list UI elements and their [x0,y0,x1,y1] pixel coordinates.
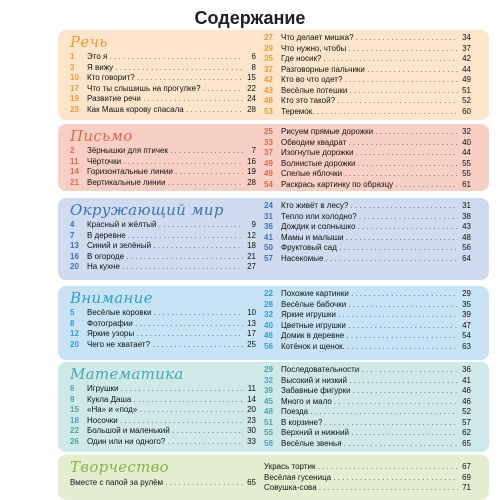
lesson-number: 22 [264,289,273,298]
section-6 [58,455,489,500]
lesson-number: 6 [70,384,75,393]
page-number: 51 [462,85,471,95]
page-number: 32 [462,127,471,136]
toc-entry[interactable] [264,376,471,387]
toc-entry[interactable] [264,148,471,159]
lesson-title: Похожие картинки . . . [281,289,458,300]
page-number: 55 [462,158,471,168]
lesson-title: Кукла Даша . . . [87,395,243,406]
lesson-number: 8 [70,318,75,328]
lesson-title: Что ты слышишь на прогулке? . . . [87,84,243,95]
page-number: 44 [462,148,471,157]
toc-entry[interactable] [264,289,471,300]
lesson-title: Разговорные пальчики . . . [281,65,458,76]
lesson-title: Последовательности . . . [281,365,458,376]
toc-entry[interactable] [70,220,256,231]
lesson-title: Яркие узоры . . . [87,329,243,340]
lesson-number: 48 [264,407,273,416]
lesson-number: 51 [264,417,273,427]
page-number: 52 [462,407,471,416]
page-number: 37 [462,43,471,53]
lesson-title: «На» и «под» . . . [87,405,243,416]
toc-entry[interactable] [264,243,471,254]
lesson-title: Красный и жёлтый . . . [87,220,243,231]
lesson-title: Это я . . . [87,52,243,63]
lesson-number: 7 [70,230,75,240]
toc-entry[interactable] [264,96,471,107]
toc-entry[interactable] [70,405,256,416]
lesson-title: Много и мало . . . [281,397,458,408]
left-column [70,220,256,273]
lesson-title: Весёлые бабочки . . . [281,300,458,311]
lesson-number: 37 [264,148,273,157]
page-number: 40 [462,137,471,147]
toc-entry[interactable] [70,178,256,189]
lesson-title: Я вижу . . . [87,63,243,74]
page-number: 23 [247,415,256,425]
lesson-number: 15 [70,405,79,414]
right-column [264,33,471,117]
toc-entry[interactable] [70,105,256,116]
lesson-title: Обводим квадрат . . . [281,138,458,149]
toc-entry[interactable] [70,416,256,427]
page-number: 31 [462,201,471,210]
right-column [264,127,471,190]
lesson-number: 35 [264,54,273,63]
toc-entry[interactable] [70,63,256,74]
section-3 [58,198,489,280]
right-column [264,289,471,352]
toc-entry[interactable] [264,473,471,484]
page-number: 65 [462,438,471,448]
lesson-title: Укрась тортик . . . [264,462,458,473]
lesson-title: Яркие игрушки . . . [281,310,458,321]
lesson-number: 49 [264,169,273,178]
lesson-title: Кто это такой? . . . [281,96,458,107]
lesson-number: 12 [70,329,79,338]
toc-entry[interactable] [264,65,471,76]
toc-entry[interactable] [264,407,471,418]
lesson-title: На кухне . . . [87,262,243,273]
page-number: 49 [462,75,471,84]
toc-entry[interactable] [70,308,256,319]
lesson-number: 26 [70,436,79,446]
page-number: 24 [247,94,256,103]
lesson-title: Что нужно, чтобы . . . [281,44,458,55]
section-4 [58,286,489,360]
section-2 [58,124,489,191]
lesson-title: Носочки . . . [87,416,243,427]
lesson-number: 31 [264,211,273,221]
toc-entry[interactable] [264,180,471,191]
page-number: 38 [462,211,471,221]
toc-entry[interactable] [264,462,471,473]
lesson-title: Забавные фигурки . . . [281,386,458,397]
toc-entry[interactable] [70,157,256,168]
lesson-title: Спелые яблочки . . . [281,169,458,180]
lesson-title: Весёлая гусеница . . . [264,473,458,484]
page-number: 22 [247,83,256,93]
lesson-title: В деревне . . . [87,231,243,242]
toc-entry[interactable] [70,384,256,395]
lesson-title: Изогнутые дорожки . . . [281,148,458,159]
lesson-title: Горизонтальные линии . . . [87,167,243,178]
toc-entry[interactable] [264,222,471,233]
page-number: 36 [462,365,471,374]
page-number: 69 [462,472,471,482]
lesson-title: Что делает мишка? . . . [281,33,458,44]
lesson-number: 55 [264,428,273,437]
lesson-number: 9 [70,394,75,404]
toc-entry[interactable] [264,159,471,170]
lesson-number: 14 [70,167,79,176]
page-number: 71 [462,483,471,492]
page-number: 57 [462,417,471,427]
lesson-title: Вместе с папой за рулём . . . [70,478,243,489]
lesson-title: Развитие речи . . . [87,94,243,105]
toc-entry[interactable] [264,365,471,376]
lesson-number: 16 [70,251,79,261]
page-number: 54 [462,331,471,340]
lesson-title: Кто живёт в лесу? . . . [281,201,458,212]
lesson-title: Вертикальные линии . . . [87,178,243,189]
section-heading: Математика [70,365,184,383]
page-number: 52 [462,96,471,105]
lesson-number: 42 [264,75,273,84]
lesson-number: 1 [70,52,75,61]
toc-entry[interactable] [264,483,471,494]
lesson-number: 10 [70,73,79,82]
toc-entry[interactable] [264,44,471,55]
lesson-title: Домик в деревне . . . [281,331,458,342]
toc-entry[interactable] [70,262,256,273]
lesson-number: 41 [264,232,273,242]
lesson-number: 54 [264,179,273,189]
page-title: Содержание [194,8,306,28]
lesson-number: 4 [70,220,75,229]
lesson-title: Чего не хватает? . . . [87,340,243,351]
toc-entry[interactable] [264,75,471,86]
lesson-number: 39 [264,386,273,395]
toc-entry[interactable] [264,310,471,321]
lesson-number: 57 [264,253,273,263]
toc-entry[interactable] [264,342,471,353]
lesson-number: 56 [264,341,273,351]
lesson-title: Игрушки . . . [87,384,243,395]
lesson-title: Насекомые . . . [281,254,458,265]
page-number: 30 [247,426,256,435]
lesson-title: Мамы и малыши . . . [281,233,458,244]
lesson-title: Дождик и солнышко . . . [281,222,458,233]
lesson-title: Фруктовый сад . . . [281,243,458,254]
lesson-number: 24 [264,201,273,210]
toc-entry[interactable] [70,319,256,330]
lesson-number: 36 [264,222,273,231]
toc-entry[interactable] [264,138,471,149]
page-number: 64 [462,253,471,263]
lesson-number: 27 [264,33,273,42]
lesson-number: 43 [264,85,273,95]
lesson-title: Тепло или холодно? . . . [281,212,458,223]
page-number: 15 [247,73,256,82]
lesson-number: 33 [264,137,273,147]
page-number: 17 [247,329,256,338]
toc-entry[interactable] [264,331,471,342]
page-number: 46 [462,396,471,406]
lesson-title: Один или ни одного? . . . [87,437,243,448]
page-number: 62 [462,428,471,437]
page-number: 19 [247,167,256,176]
toc-entry[interactable] [70,340,256,351]
toc-entry[interactable] [70,167,256,178]
lesson-title: Рисуем прямые дорожки . . . [281,127,458,138]
section-heading: Письмо [70,127,133,145]
page-number: 33 [247,436,256,446]
lesson-number: 32 [264,375,273,385]
page-number: 7 [251,146,256,155]
lesson-number: 29 [264,365,273,374]
left-column [70,146,256,188]
page-number: 28 [247,104,256,114]
lesson-number: 17 [70,83,79,93]
toc-entry[interactable] [70,252,256,263]
left-column [70,478,256,489]
toc-entry[interactable] [264,201,471,212]
toc-entry[interactable] [264,107,471,118]
page-number: 39 [462,310,471,319]
right-column [264,365,471,449]
section-1 [58,30,489,120]
page-number: 8 [251,62,256,72]
page-number: 56 [462,243,471,252]
lesson-title: Фотографии . . . [87,319,243,330]
page-number: 12 [247,230,256,240]
section-heading: Внимание [70,289,153,307]
page-number: 20 [247,405,256,414]
lesson-title: Зёрнышки для птичек . . . [87,146,243,157]
lesson-title: Как Маша корову спасала . . . [87,105,243,116]
toc-entry[interactable] [70,94,256,105]
lesson-number: 58 [264,438,273,448]
lesson-title: Совушка-сова . . . [264,483,458,494]
lesson-number: 53 [264,106,273,116]
page-number: 41 [462,375,471,385]
lesson-title: В огороде . . . [87,252,243,263]
page-number: 27 [247,262,256,271]
page-number: 67 [462,462,471,471]
page-number: 47 [462,320,471,330]
toc-entry[interactable] [264,397,471,408]
lesson-title: Большой и маленький . . . [87,426,243,437]
page-number: 44 [462,64,471,74]
page-number: 43 [462,222,471,231]
toc-entry[interactable] [70,329,256,340]
lesson-title: Весёлые звенья . . . [281,439,458,450]
page-number: 16 [247,156,256,166]
lesson-number: 5 [70,308,75,317]
lesson-number: 21 [70,177,79,187]
page-number: 6 [251,52,256,61]
lesson-title: Высокий и низкий . . . [281,376,458,387]
lesson-title: Поезда . . . [281,407,458,418]
lesson-title: Весёлые коровки . . . [87,308,243,319]
page-number: 48 [462,232,471,242]
page-number: 21 [247,251,256,261]
toc-entry[interactable] [264,86,471,97]
lesson-number: 11 [70,156,79,166]
lesson-number: 50 [264,243,273,252]
page-number: 13 [247,318,256,328]
right-column [264,462,471,494]
lesson-number: 32 [264,310,273,319]
lesson-number: 23 [70,104,79,114]
lesson-title: Кто говорит? . . . [87,73,243,84]
section-heading: Речь [70,33,108,51]
lesson-number: 46 [264,96,273,105]
toc-entry[interactable] [264,169,471,180]
lesson-title: Где носик? . . . [281,54,458,65]
left-column [70,52,256,115]
page-number: 18 [247,241,256,250]
section-5 [58,362,489,452]
page-number: 11 [247,384,256,393]
toc-entry[interactable] [70,84,256,95]
toc-entry[interactable] [264,54,471,65]
lesson-number: 37 [264,64,273,74]
page-number: 46 [462,386,471,395]
lesson-number: 25 [264,127,273,136]
toc-entry[interactable] [264,418,471,429]
toc-entry[interactable] [70,231,256,242]
page-number: 60 [462,106,471,116]
toc-entry[interactable] [70,426,256,437]
lesson-title: Синий и зелёный . . . [87,241,243,252]
page-number: 25 [247,339,256,349]
page-number: 55 [462,169,471,178]
page-number: 63 [462,341,471,351]
lesson-number: 45 [264,396,273,406]
lesson-title: Теремок. . . . [281,107,458,118]
toc-entry[interactable] [70,478,256,489]
lesson-number: 49 [264,158,273,168]
section-heading: Окружающий мир [70,201,224,219]
page-number: 42 [462,54,471,63]
toc-entry[interactable] [264,233,471,244]
lesson-number: 22 [70,426,79,435]
right-column [264,201,471,264]
lesson-number: 2 [70,146,75,155]
page-number: 65 [247,478,256,487]
lesson-title: Весёлые потешки . . . [281,86,458,97]
lesson-number: 40 [264,320,273,330]
lesson-title: Раскрась картинку по образцу . . . [281,180,458,191]
lesson-number: 46 [264,331,273,340]
lesson-title: Чёрточки . . . [87,157,243,168]
toc-entry[interactable] [264,439,471,450]
toc-entry[interactable] [264,212,471,223]
page-number: 14 [247,394,256,404]
toc-entry[interactable] [70,241,256,252]
lesson-number: 3 [70,62,75,72]
lesson-number: 20 [70,339,79,349]
lesson-number: 18 [70,415,79,425]
lesson-number: 28 [264,299,273,309]
toc-entry[interactable] [264,33,471,44]
lesson-title: Котёнок и щенок. . . . [281,342,458,353]
lesson-title: В корзине? . . . [281,418,458,429]
toc-entry[interactable] [264,386,471,397]
section-heading: Творчество [70,458,169,476]
page-number: 61 [462,179,471,189]
toc-entry[interactable] [70,73,256,84]
toc-entry[interactable] [264,300,471,311]
lesson-title: Кто во что одет? . . . [281,75,458,86]
lesson-title: Цветные игрушки . . . [281,321,458,332]
toc-entry[interactable] [70,395,256,406]
page-number: 29 [462,289,471,298]
page-number: 35 [462,299,471,309]
page-number: 9 [251,220,256,229]
toc-entry[interactable] [70,146,256,157]
lesson-number: 29 [264,43,273,53]
toc-entry[interactable] [70,52,256,63]
page-number: 10 [247,308,256,317]
lesson-number: 20 [70,262,79,271]
left-column [70,308,256,350]
page-number: 34 [462,33,471,42]
lesson-title: Волнистые дорожки . . . [281,159,458,170]
lesson-title: Верхний и нижний . . . [281,428,458,439]
page-number: 28 [247,177,256,187]
left-column [70,384,256,447]
lesson-number: 13 [70,241,79,250]
toc-entry[interactable] [264,428,471,439]
toc-entry[interactable] [264,127,471,138]
lesson-number: 19 [70,94,79,103]
toc-entry[interactable] [264,254,471,265]
toc-entry[interactable] [264,321,471,332]
toc-entry[interactable] [70,437,256,448]
